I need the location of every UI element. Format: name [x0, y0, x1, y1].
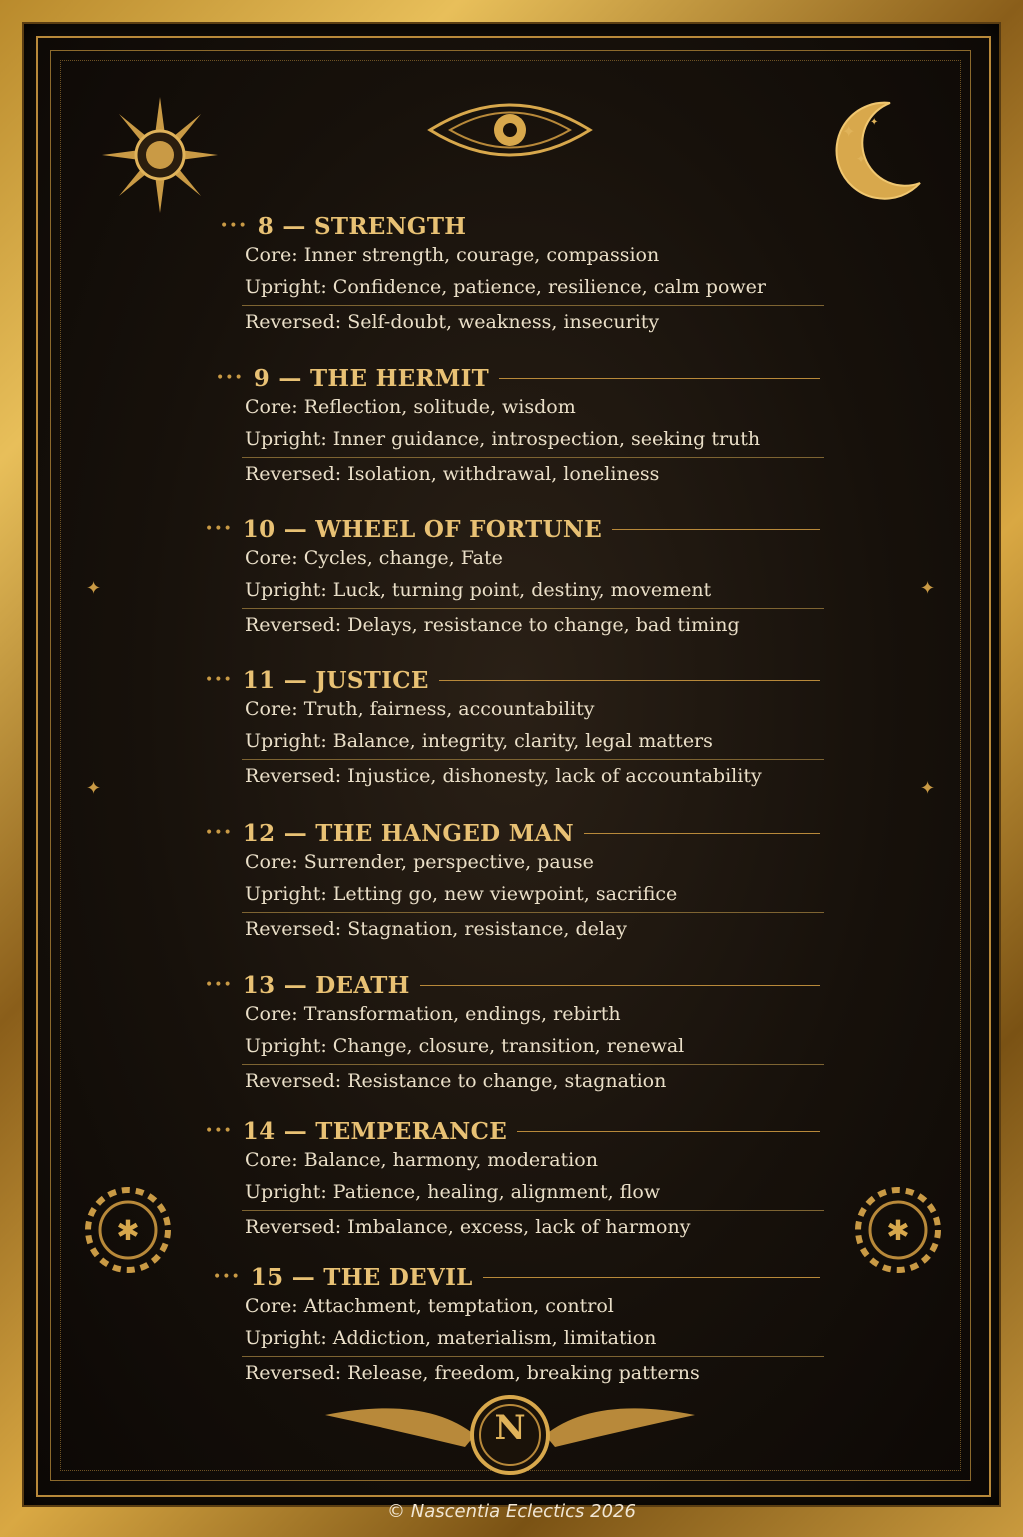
bullet-icon: •••	[205, 1123, 233, 1139]
upright-meaning: Upright: Letting go, new viewpoint, sacrifice	[245, 883, 678, 905]
reversed-meaning: Reversed: Resistance to change, stagnation	[245, 1070, 667, 1092]
reversed-meaning: Reversed: Self-doubt, weakness, insecurity	[245, 311, 660, 333]
card-title	[216, 363, 820, 393]
core-meaning: Core: Attachment, temptation, control	[245, 1295, 614, 1317]
card-title	[220, 211, 466, 241]
bullet-icon: •••	[213, 1269, 241, 1285]
reversed-meaning: Reversed: Isolation, withdrawal, loneliness	[245, 463, 660, 485]
card-title-text: 10 — WHEEL OF FORTUNE	[242, 515, 603, 543]
card-title	[213, 1262, 820, 1292]
upright-meaning: Upright: Balance, integrity, clarity, legal matters	[245, 730, 713, 752]
card-title	[205, 514, 820, 544]
upright-meaning: Upright: Change, closure, transition, renewal	[245, 1035, 685, 1057]
card-title-text: 9 — THE HERMIT	[253, 364, 490, 392]
meaning-divider	[242, 608, 824, 609]
meaning-divider	[242, 457, 824, 458]
upright-meaning: Upright: Luck, turning point, destiny, movement	[245, 579, 712, 601]
svg-text:✱: ✱	[886, 1214, 910, 1247]
card-title	[205, 970, 820, 1000]
side-star-icon: ✦	[920, 778, 936, 799]
title-rule	[483, 1277, 820, 1278]
upright-meaning: Upright: Confidence, patience, resilience, calm power	[245, 276, 766, 298]
meaning-divider	[242, 759, 824, 760]
copyright-text: © Nascentia Eclectics 2026	[387, 1501, 636, 1522]
upright-meaning: Upright: Patience, healing, alignment, flow	[245, 1181, 661, 1203]
meaning-divider	[242, 1064, 824, 1065]
bullet-icon: •••	[220, 218, 248, 234]
title-rule	[517, 1131, 820, 1132]
svg-text:✱: ✱	[116, 1214, 140, 1247]
card-title	[205, 818, 820, 848]
card-title	[205, 665, 820, 695]
core-meaning: Core: Reflection, solitude, wisdom	[245, 396, 576, 418]
title-rule	[584, 833, 820, 834]
card-title-text: 13 — DEATH	[242, 971, 410, 999]
core-meaning: Core: Transformation, endings, rebirth	[245, 1003, 621, 1025]
core-meaning: Core: Cycles, change, Fate	[245, 547, 503, 569]
upright-meaning: Upright: Inner guidance, introspection, seeking truth	[245, 428, 761, 450]
card-title-text: 15 — THE DEVIL	[250, 1263, 473, 1291]
title-rule	[499, 378, 820, 379]
reversed-meaning: Reversed: Stagnation, resistance, delay	[245, 918, 627, 940]
svg-text:✦: ✦	[870, 117, 879, 128]
side-star-icon: ✦	[86, 778, 102, 799]
core-meaning: Core: Surrender, perspective, pause	[245, 851, 594, 873]
card-title-text: 12 — THE HANGED MAN	[242, 819, 574, 847]
core-meaning: Core: Inner strength, courage, compassion	[245, 244, 660, 266]
title-rule	[420, 985, 820, 986]
meaning-divider	[242, 912, 824, 913]
meaning-divider	[242, 1356, 824, 1357]
card-title	[205, 1116, 820, 1146]
bullet-icon: •••	[205, 672, 233, 688]
bullet-icon: •••	[205, 825, 233, 841]
title-rule	[439, 680, 820, 681]
card-title-text: 14 — TEMPERANCE	[242, 1117, 508, 1145]
monogram-letter: N	[494, 1408, 526, 1448]
upright-meaning: Upright: Addiction, materialism, limitation	[245, 1327, 657, 1349]
core-meaning: Core: Truth, fairness, accountability	[245, 698, 595, 720]
svg-text:✦: ✦	[842, 122, 856, 141]
bullet-icon: •••	[205, 977, 233, 993]
meaning-divider	[242, 1210, 824, 1211]
bullet-icon: •••	[205, 521, 233, 537]
meaning-divider	[242, 305, 824, 306]
reversed-meaning: Reversed: Delays, resistance to change, bad timing	[245, 614, 740, 636]
reversed-meaning: Reversed: Imbalance, excess, lack of harmony	[245, 1216, 691, 1238]
side-star-icon: ✦	[920, 578, 936, 599]
reversed-meaning: Reversed: Injustice, dishonesty, lack of accountability	[245, 765, 762, 787]
bullet-icon: •••	[216, 370, 244, 386]
reversed-meaning: Reversed: Release, freedom, breaking patterns	[245, 1362, 700, 1384]
card-title-text: 11 — JUSTICE	[242, 666, 429, 694]
card-title-text: 8 — STRENGTH	[257, 212, 467, 240]
side-star-icon: ✦	[86, 578, 102, 599]
title-rule	[612, 529, 820, 530]
svg-text:✦: ✦	[856, 152, 867, 166]
core-meaning: Core: Balance, harmony, moderation	[245, 1149, 598, 1171]
